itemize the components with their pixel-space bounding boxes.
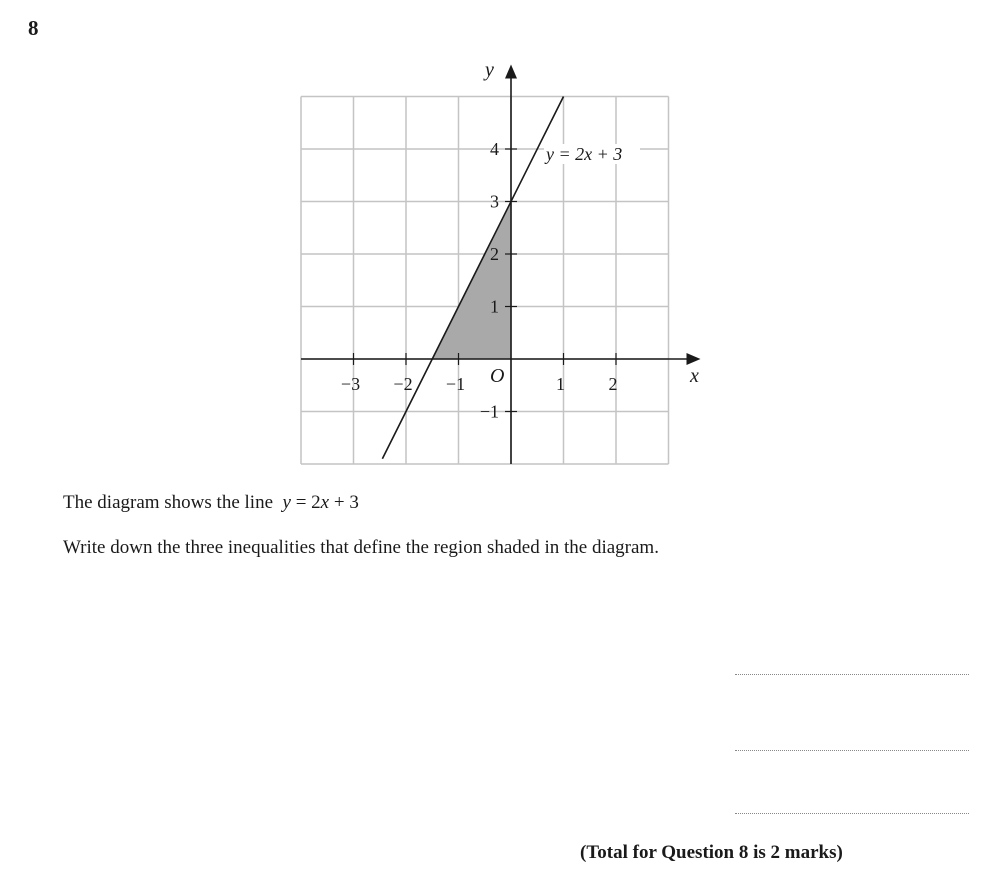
question-number: 8 <box>28 16 39 40</box>
x-tick-label: 2 <box>608 374 618 394</box>
origin-label: O <box>490 365 505 387</box>
intro-equation-y: y <box>282 492 291 513</box>
x-tick-label: −2 <box>393 374 413 394</box>
answer-line-2[interactable] <box>735 750 969 751</box>
intro-equation-tail: + 3 <box>333 492 359 513</box>
intro-equation-x: x <box>320 492 330 513</box>
line-y-equals-2x-plus-3 <box>382 97 563 459</box>
y-axis-label: y <box>485 59 494 81</box>
line-label: y = 2x + 3 <box>546 144 623 164</box>
y-tick-label: 4 <box>490 139 499 159</box>
y-tick-label: 2 <box>490 244 499 264</box>
intro-text <box>63 492 359 514</box>
y-axis-arrow <box>505 65 517 79</box>
x-tick-label: −3 <box>340 374 361 394</box>
y-tick-label: 1 <box>490 296 499 317</box>
intro-prefix: The diagram shows the line <box>63 492 274 513</box>
x-tick-label: 1 <box>556 374 565 394</box>
x-axis-arrow <box>687 353 701 365</box>
total-marks: (Total for Question 8 is 2 marks) <box>580 842 843 863</box>
instruction-text: Write down the three inequalities that define the region shaded in the diagram. <box>63 537 659 558</box>
intro-equation-rest: = 2 <box>295 492 321 513</box>
y-tick-label: −1 <box>479 401 499 422</box>
x-axis-label: x <box>690 365 699 387</box>
y-tick-label: 3 <box>490 191 499 212</box>
x-tick-label: −1 <box>445 374 466 394</box>
answer-line-3[interactable] <box>735 813 969 814</box>
answer-line-1[interactable] <box>735 674 969 675</box>
